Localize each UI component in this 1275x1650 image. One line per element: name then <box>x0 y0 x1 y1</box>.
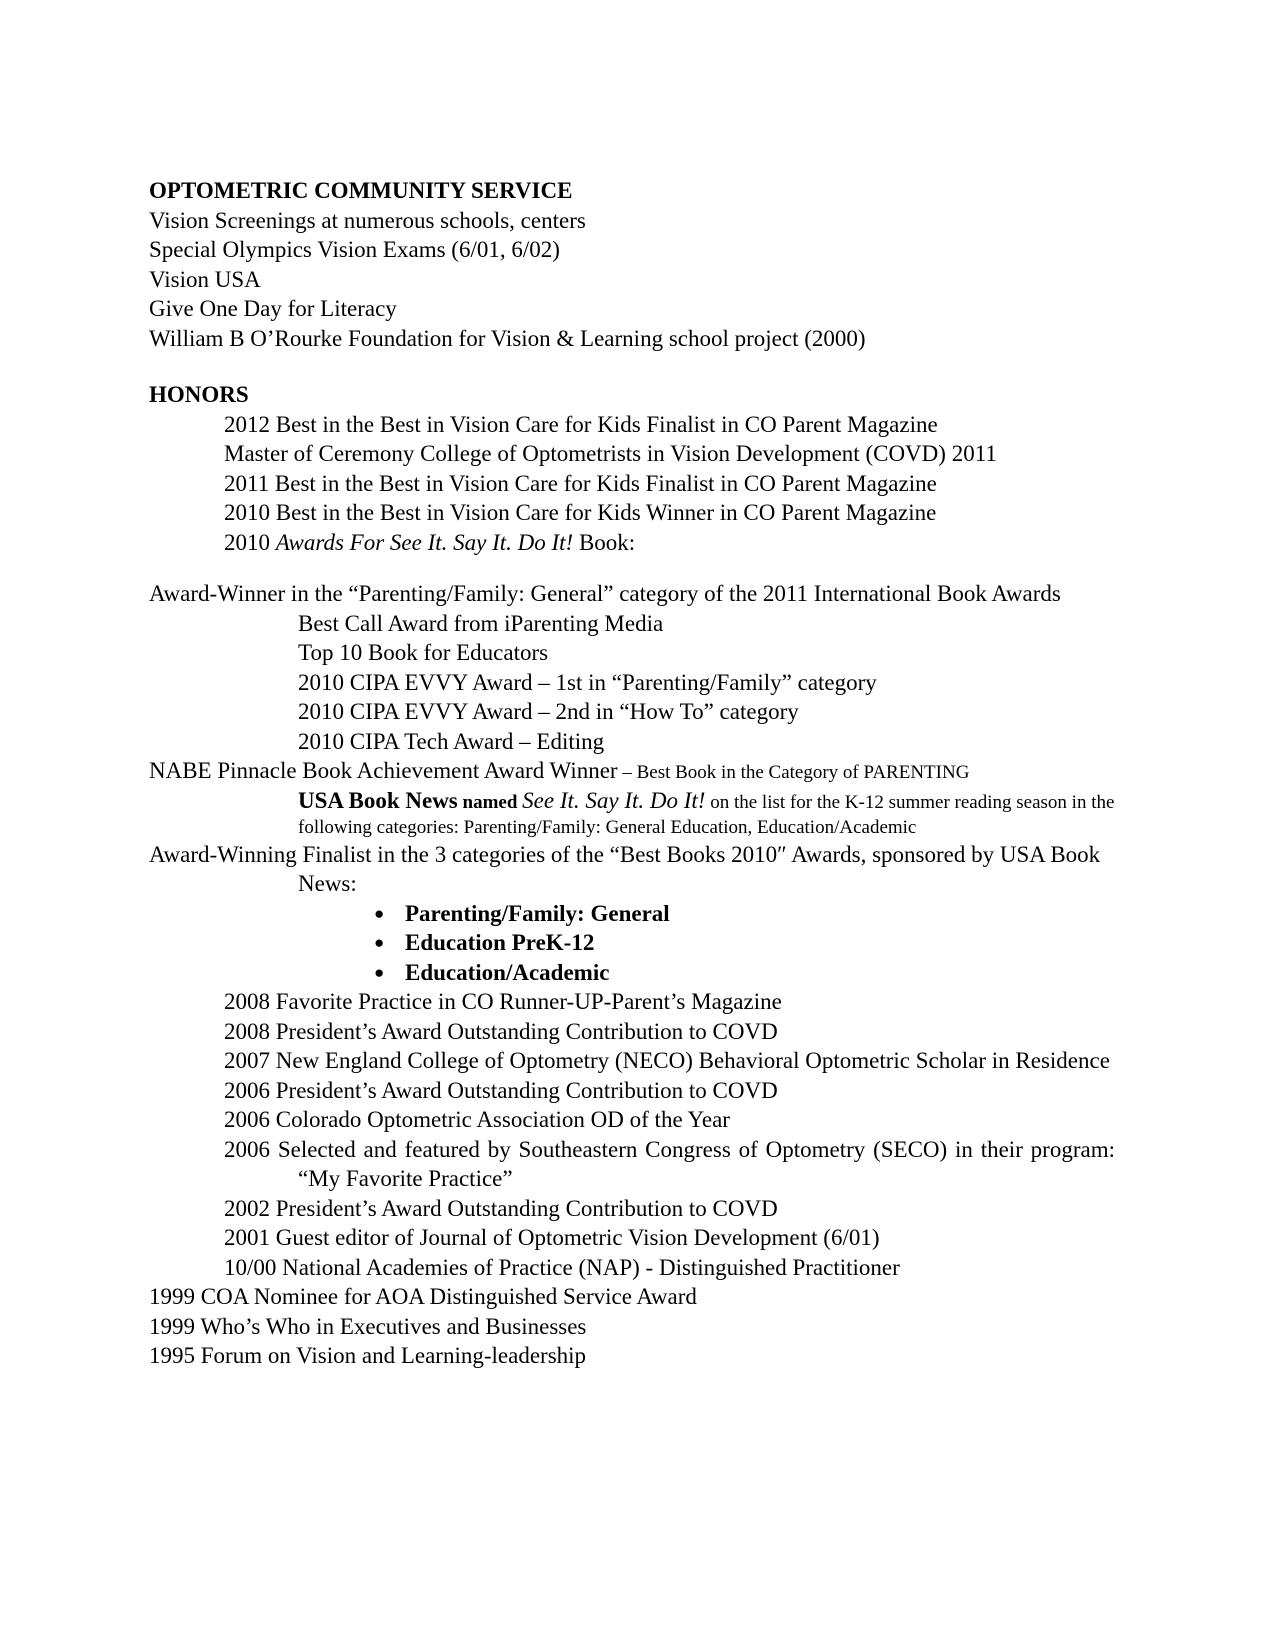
community-service-item: Give One Day for Literacy <box>149 296 397 321</box>
community-service-heading: OPTOMETRIC COMMUNITY SERVICE <box>149 178 573 203</box>
book-award-subitem: 2010 CIPA Tech Award – Editing <box>298 728 605 754</box>
usa-book-news-note <box>149 788 1115 840</box>
book-award-subitem: 2010 CIPA EVVY Award – 1st in “Parenting/Family” category <box>298 669 877 695</box>
honor-item: 10/00 National Academies of Practice (NAP) - Distinguished Practitioner <box>224 1254 900 1280</box>
usa-book-news-named: named <box>457 791 523 813</box>
nabe-award <box>149 756 1115 788</box>
honor-item: 2010 Best in the Best in Vision Care for Kids Winner in CO Parent Magazine <box>224 500 937 525</box>
book-awards-title: Awards For See It. Say It. Do It! <box>275 529 574 555</box>
honor-item: 2008 Favorite Practice in CO Runner-UP-Parent’s Magazine <box>224 989 782 1014</box>
community-service-item: Vision USA <box>149 266 261 292</box>
book-award-sublist <box>149 609 1115 757</box>
community-service-item: Special Olympics Vision Exams (6/01, 6/02) <box>149 237 560 262</box>
book-awards-suffix: Book: <box>573 529 636 555</box>
community-service-list <box>149 206 1115 354</box>
document-content <box>149 176 1115 1371</box>
best-books-finalist: Award-Winning Finalist in the 3 categories of the “Best Books 2010″ Awards, sponsored by USA Book News: <box>149 841 1101 896</box>
honor-item: 2006 Selected and featured by Southeastern Congress of Optometry (SECO) in their program: “My Favorite Practice” <box>224 1136 1115 1191</box>
book-award-subitem: Best Call Award from iParenting Media <box>298 610 664 636</box>
honor-item: 2012 Best in the Best in Vision Care for Kids Finalist in CO Parent Magazine <box>224 411 938 437</box>
nabe-award-main: NABE Pinnacle Book Achievement Award Winner <box>149 758 618 783</box>
honors-final-list <box>149 1282 1115 1371</box>
section-spacer <box>149 557 1115 579</box>
usa-book-news-title: See It. Say It. Do It! <box>522 787 706 813</box>
usa-book-news-rest: on the list for the K-12 summer reading season in the following categories: Parenting/Family: General Education, Education/Academic <box>298 791 1115 838</box>
honor-item: 1999 COA Nominee for AOA Distinguished Service Award <box>149 1284 697 1309</box>
honors-later-list <box>149 987 1115 1282</box>
honor-item: 2008 President’s Award Outstanding Contribution to COVD <box>224 1018 778 1044</box>
finalist-category-list <box>149 899 1115 988</box>
book-awards-line <box>149 528 1115 558</box>
honors-top-list <box>149 410 1115 558</box>
honor-item: 2006 Colorado Optometric Association OD of the Year <box>224 1107 730 1132</box>
honor-item: 2011 Best in the Best in Vision Care for Kids Finalist in CO Parent Magazine <box>224 470 937 496</box>
honor-item: 2006 President’s Award Outstanding Contribution to COVD <box>224 1077 778 1103</box>
finalist-category-item: ● Education PreK-12 <box>374 928 1115 958</box>
honors-heading: HONORS <box>149 382 249 407</box>
book-award-subitem: Top 10 Book for Educators <box>298 640 549 665</box>
book-awards-prefix: 2010 <box>224 529 276 555</box>
honor-item: 1999 Who’s Who in Executives and Businesses <box>149 1313 587 1339</box>
honor-item: 1995 Forum on Vision and Learning-leadership <box>149 1343 587 1368</box>
honor-item: 2002 President’s Award Outstanding Contribution to COVD <box>224 1195 778 1221</box>
honor-item: 2001 Guest editor of Journal of Optometric Vision Development (6/01) <box>224 1225 880 1250</box>
honor-item: Master of Ceremony College of Optometrists in Vision Development (COVD) 2011 <box>224 441 997 466</box>
nabe-award-detail: – Best Book in the Category of PARENTING <box>617 762 970 783</box>
book-award-winner: Award-Winner in the “Parenting/Family: General” category of the 2011 International Book Awards <box>149 581 1061 606</box>
community-service-item: William B O’Rourke Foundation for Vision & Learning school project (2000) <box>149 325 866 351</box>
finalist-category-item: ● Education/Academic <box>374 958 1115 988</box>
usa-book-news-name: USA Book News <box>298 787 458 813</box>
finalist-category-item: ● Parenting/Family: General <box>374 899 1115 929</box>
book-award-subitem: 2010 CIPA EVVY Award – 2nd in “How To” category <box>298 699 799 724</box>
section-spacer <box>149 353 1115 380</box>
community-service-item: Vision Screenings at numerous schools, centers <box>149 207 586 233</box>
honor-item: 2007 New England College of Optometry (NECO) Behavioral Optometric Scholar in Residence <box>224 1048 1110 1073</box>
